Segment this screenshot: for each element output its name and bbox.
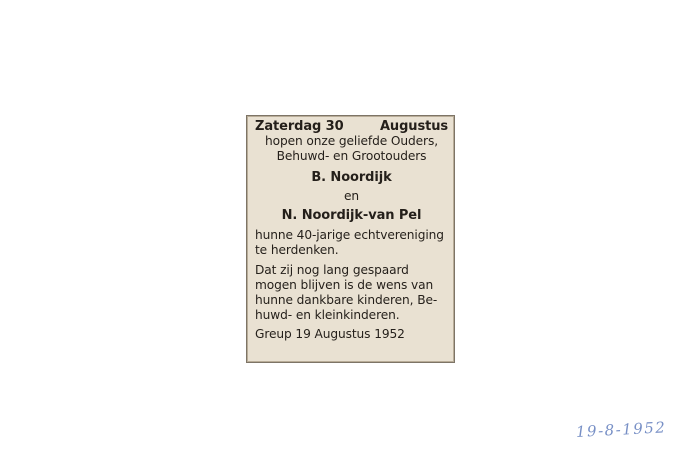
date-month: Augustus: [379, 119, 448, 134]
paragraph-line: Dat zij nog lang gespaard: [255, 262, 409, 277]
wife-name: N. Noordijk-van Pel: [281, 208, 422, 224]
paragraph-line: hunne 40-jarige echtvereniging: [255, 228, 444, 243]
paragraph-line: te herdenken.: [255, 243, 339, 258]
paragraph-line: hunne dankbare kinderen, Be-: [255, 293, 438, 308]
relation-line: Behuwd- en Grootouders: [276, 149, 427, 164]
date-weekday-day: Zaterdag 30: [255, 119, 344, 134]
paragraph-line: mogen blijven is de wens van: [255, 277, 434, 292]
place-date-signature: Greup 19 Augustus 1952: [255, 327, 405, 342]
handwritten-date: 19-8-1952: [575, 418, 667, 441]
intro-line: hopen onze geliefde Ouders,: [265, 134, 438, 149]
husband-name: B. Noordijk: [311, 169, 392, 185]
wish-paragraph: [255, 263, 448, 324]
announcement-date-line: [255, 119, 448, 134]
newspaper-clipping: [246, 115, 455, 363]
anniversary-paragraph: [255, 228, 448, 258]
paragraph-line: huwd- en kleinkinderen.: [255, 308, 400, 323]
conjunction: en: [343, 188, 360, 203]
